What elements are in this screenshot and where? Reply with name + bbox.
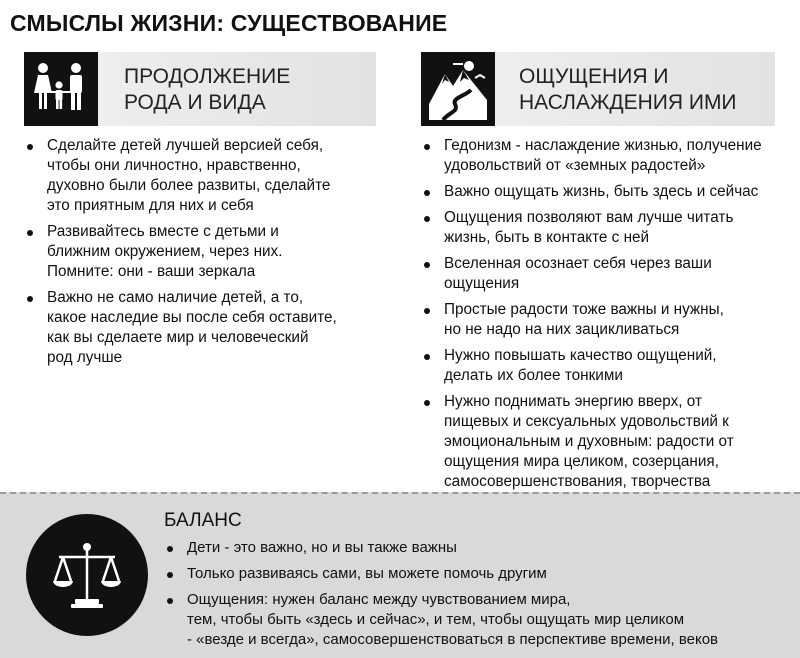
list-item: Важно не само наличие детей, а то, какое наследие вы после себя оставите, как вы сделаете мир и человеческий род лучше (24, 288, 384, 368)
list-item: Ощущения позволяют вам лучше читать жизнь, быть в контакте с ней (421, 208, 793, 248)
list-item: Ощущения: нужен баланс между чувствованием мира, тем, чтобы быть «здесь и сейчас», и тем, чтобы ощущать мир целиком - «везде и всегда», самосовершенствоваться в перспективе времени, веков (164, 590, 784, 650)
list-item: Нужно повышать качество ощущений, делать их более тонкими (421, 346, 793, 386)
landscape-icon (421, 52, 495, 126)
sensations-list (421, 136, 793, 498)
section-heading: БАЛАНС (164, 510, 242, 531)
list-item: Важно ощущать жизнь, быть здесь и сейчас (421, 182, 793, 202)
list-item: Гедонизм - наслаждение жизнью, получение удовольствий от «земных радостей» (421, 136, 793, 176)
list-item: Только развиваясь сами, вы можете помочь другим (164, 564, 784, 584)
section-heading: ПРОДОЛЖЕНИЕ РОДА И ВИДА (124, 65, 291, 114)
list-item: Нужно поднимать энергию вверх, от пищевых и сексуальных удовольствий к эмоциональным и духовным: радости от ощущения мира целиком, созерцания, самосовершенствования, творчества (421, 392, 793, 492)
list-item: Развивайтесь вместе с детьми и ближним окружением, через них. Помните: они - ваши зеркала (24, 222, 384, 282)
family-icon (24, 52, 98, 126)
list-item: Вселенная осознает себя через ваши ощущения (421, 254, 793, 294)
balance-panel (0, 492, 800, 658)
section-header-procreation (24, 52, 376, 126)
balance-list (164, 538, 784, 656)
procreation-list (24, 136, 384, 374)
list-item: Сделайте детей лучшей версией себя, чтобы они личностно, нравственно, духовно были более развиты, сделайте это приятным для них и себя (24, 136, 384, 216)
section-heading: ОЩУЩЕНИЯ И НАСЛАЖДЕНИЯ ИМИ (519, 65, 737, 114)
section-header-sensations (421, 52, 775, 126)
list-item: Дети - это важно, но и вы также важны (164, 538, 784, 558)
list-item: Простые радости тоже важны и нужны, но не надо на них зацикливаться (421, 300, 793, 340)
scales-icon (26, 514, 148, 636)
page-title: СМЫСЛЫ ЖИЗНИ: СУЩЕСТВОВАНИЕ (10, 10, 448, 36)
